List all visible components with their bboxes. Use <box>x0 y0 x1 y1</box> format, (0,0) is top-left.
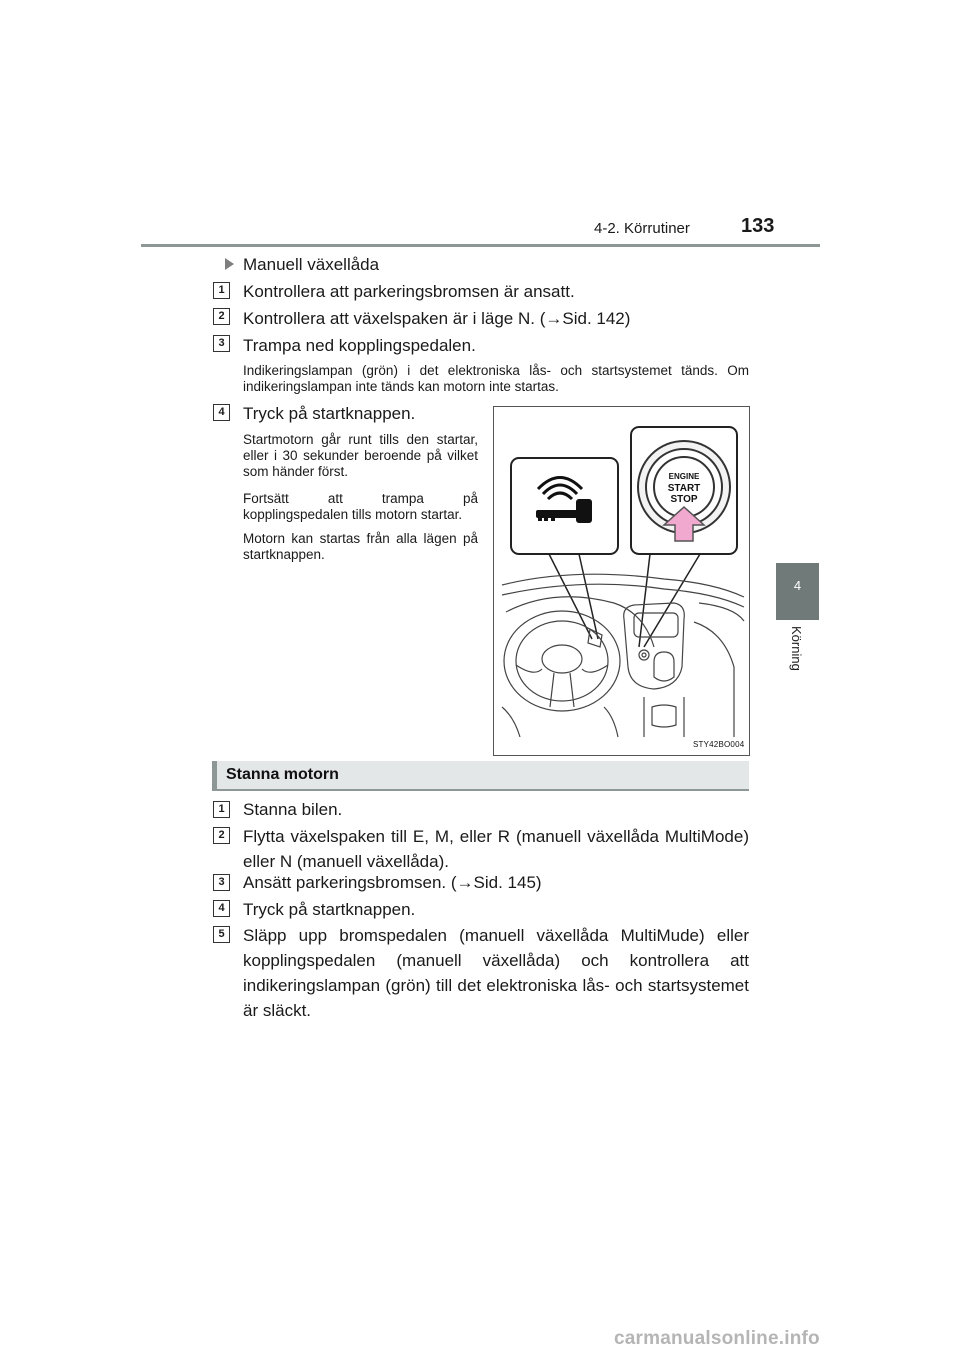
stop-step-text-3: Ansätt parkeringsbromsen. (→Sid. 145) <box>243 873 542 892</box>
stop-step-text-1: Stanna bilen. <box>243 800 343 819</box>
svg-text:ENGINE: ENGINE <box>668 472 700 481</box>
subsection-heading: Manuell växellåda <box>243 255 380 274</box>
page-number: 133 <box>741 215 775 237</box>
step-4-note-3: Motorn kan startas från alla lägen på startknappen. <box>243 531 478 562</box>
stop-step-text-4: Tryck på startknappen. <box>243 900 416 919</box>
step-text-4: Tryck på startknappen. <box>243 404 416 423</box>
step-4-note-1: Startmotorn går runt tills den startar, eller i 30 sekunder beroende på vilket som händer först. <box>243 432 478 479</box>
watermark-link[interactable]: carmanualsonline.info <box>614 1328 820 1349</box>
stop-step-number-5: 5 <box>213 926 230 943</box>
header-divider <box>141 244 820 247</box>
step-number-3: 3 <box>213 335 230 352</box>
step-number-1: 1 <box>213 282 230 299</box>
dashboard-illustration <box>494 407 749 755</box>
step-text-1: Kontrollera att parkeringsbromsen är ansatt. <box>243 282 575 301</box>
svg-text:STOP: STOP <box>670 494 698 505</box>
step-4-note-2: Fortsätt att trampa på kopplingspedalen tills motorn startar. <box>243 491 478 522</box>
section-header: 4-2. Körrutiner <box>594 220 690 237</box>
stop-step-text-5: Släpp upp bromspedalen (manuell växellåda MultiMude) eller kopplingspedalen (manuell växellåda) och kontrollera att indikeringslampan (grön) till det elektroniska lås- och startsystemet är släckt. <box>243 926 749 1020</box>
step-number-2: 2 <box>213 308 230 325</box>
step-text-3: Trampa ned kopplingspedalen. <box>243 336 476 355</box>
stop-step-number-2: 2 <box>213 827 230 844</box>
step-3-note: Indikeringslampan (grön) i det elektroniska lås- och startsystemet tänds. Om indikeringslampan inte tänds kan motorn inte startas. <box>243 363 749 394</box>
stop-step-text-2: Flytta växelspaken till E, M, eller R (manuell växellåda MultiMode) eller N (manuell växellåda). <box>243 827 749 871</box>
chapter-label: Körning <box>789 626 804 671</box>
chapter-number: 4 <box>793 578 802 593</box>
engine-start-figure <box>493 406 750 756</box>
chapter-tab[interactable] <box>776 563 819 620</box>
svg-text:START: START <box>667 483 701 494</box>
stop-step-number-4: 4 <box>213 900 230 917</box>
triangle-bullet-icon <box>225 258 234 270</box>
stop-step-number-1: 1 <box>213 801 230 818</box>
section-title-bar <box>212 761 749 791</box>
stop-step-number-3: 3 <box>213 874 230 891</box>
section-title: Stanna motorn <box>226 766 339 783</box>
step-number-4: 4 <box>213 404 230 421</box>
step-text-2: Kontrollera att växelspaken är i läge N. (→Sid. 142) <box>243 309 631 328</box>
figure-code: STY42BO004 <box>693 740 745 749</box>
